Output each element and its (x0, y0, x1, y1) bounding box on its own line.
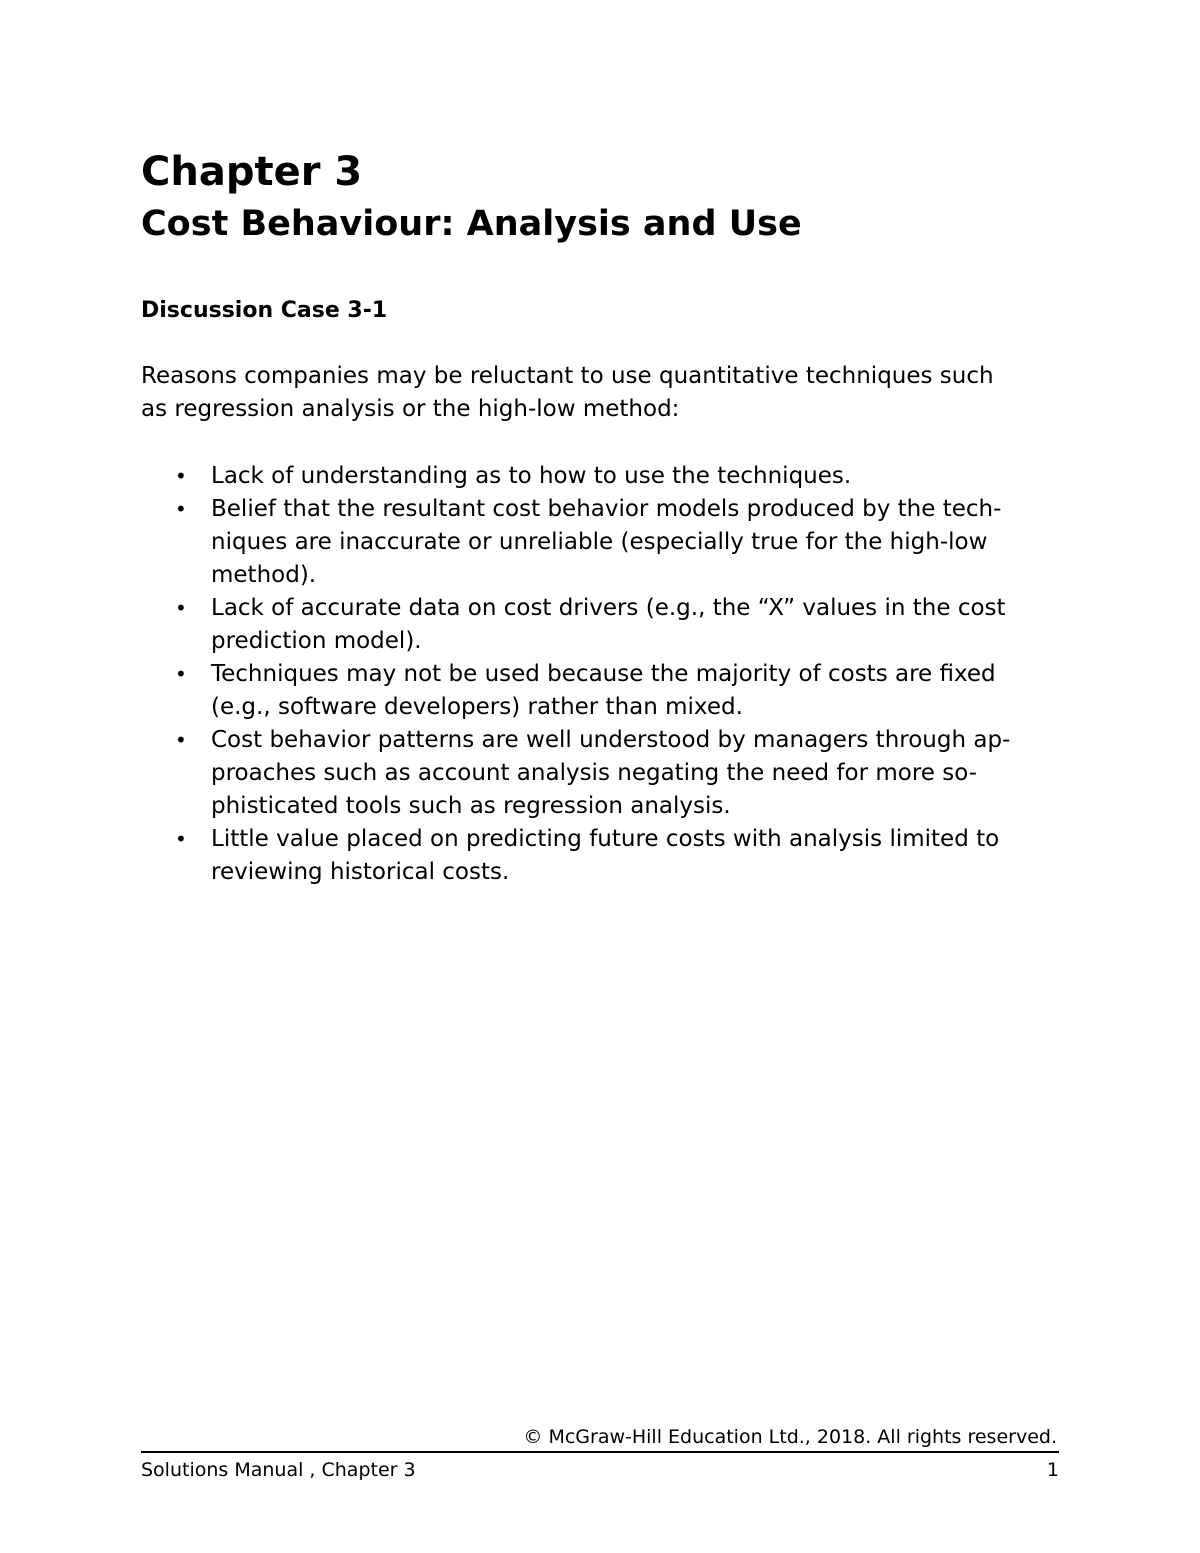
reason-item (141, 460, 1071, 493)
reason-line: reviewing historical costs. (211, 859, 510, 885)
reason-line: Lack of understanding as to how to use the techniques. (211, 463, 852, 489)
reason-item (141, 658, 1071, 724)
intro-paragraph (141, 360, 1041, 426)
reason-line: niques are inaccurate or unreliable (especially true for the high-low (211, 529, 988, 555)
page-number: 1 (1046, 1459, 1059, 1481)
reason-line: (e.g., software developers) rather than mixed. (211, 694, 743, 720)
bullet-icon: • (175, 464, 187, 488)
bullet-icon: • (175, 497, 187, 521)
reason-line: Techniques may not be used because the majority of costs are fixed (211, 661, 996, 687)
reason-item (141, 823, 1071, 889)
reason-line: method). (211, 562, 317, 588)
bullet-icon: • (175, 662, 187, 686)
reason-line: proaches such as account analysis negating the need for more so- (211, 760, 978, 786)
reason-line: Lack of accurate data on cost drivers (e.g., the “X” values in the cost (211, 595, 1006, 621)
reason-line: Cost behavior patterns are well understood by managers through ap- (211, 727, 1011, 753)
copyright-notice: © McGraw-Hill Education Ltd., 2018. All rights reserved. (523, 1426, 1057, 1448)
reason-line: prediction model). (211, 628, 422, 654)
reason-item (141, 493, 1071, 592)
chapter-title: Chapter 3 (141, 149, 363, 195)
intro-line: Reasons companies may be reluctant to use quantitative techniques such (141, 363, 994, 389)
reason-line: Belief that the resultant cost behavior models produced by the tech- (211, 496, 1002, 522)
reason-line: phisticated tools such as regression analysis. (211, 793, 731, 819)
intro-line: as regression analysis or the high-low method: (141, 396, 680, 422)
bullet-icon: • (175, 596, 187, 620)
footer-divider (141, 1451, 1059, 1453)
bullet-icon: • (175, 827, 187, 851)
reasons-list (141, 460, 1071, 889)
case-heading: Discussion Case 3-1 (141, 298, 388, 323)
footer-manual-label: Solutions Manual , Chapter 3 (141, 1459, 416, 1481)
bullet-icon: • (175, 728, 187, 752)
reason-line: Little value placed on predicting future costs with analysis limited to (211, 826, 1000, 852)
reason-item (141, 724, 1071, 823)
reason-item (141, 592, 1071, 658)
chapter-subtitle: Cost Behaviour: Analysis and Use (141, 204, 802, 244)
